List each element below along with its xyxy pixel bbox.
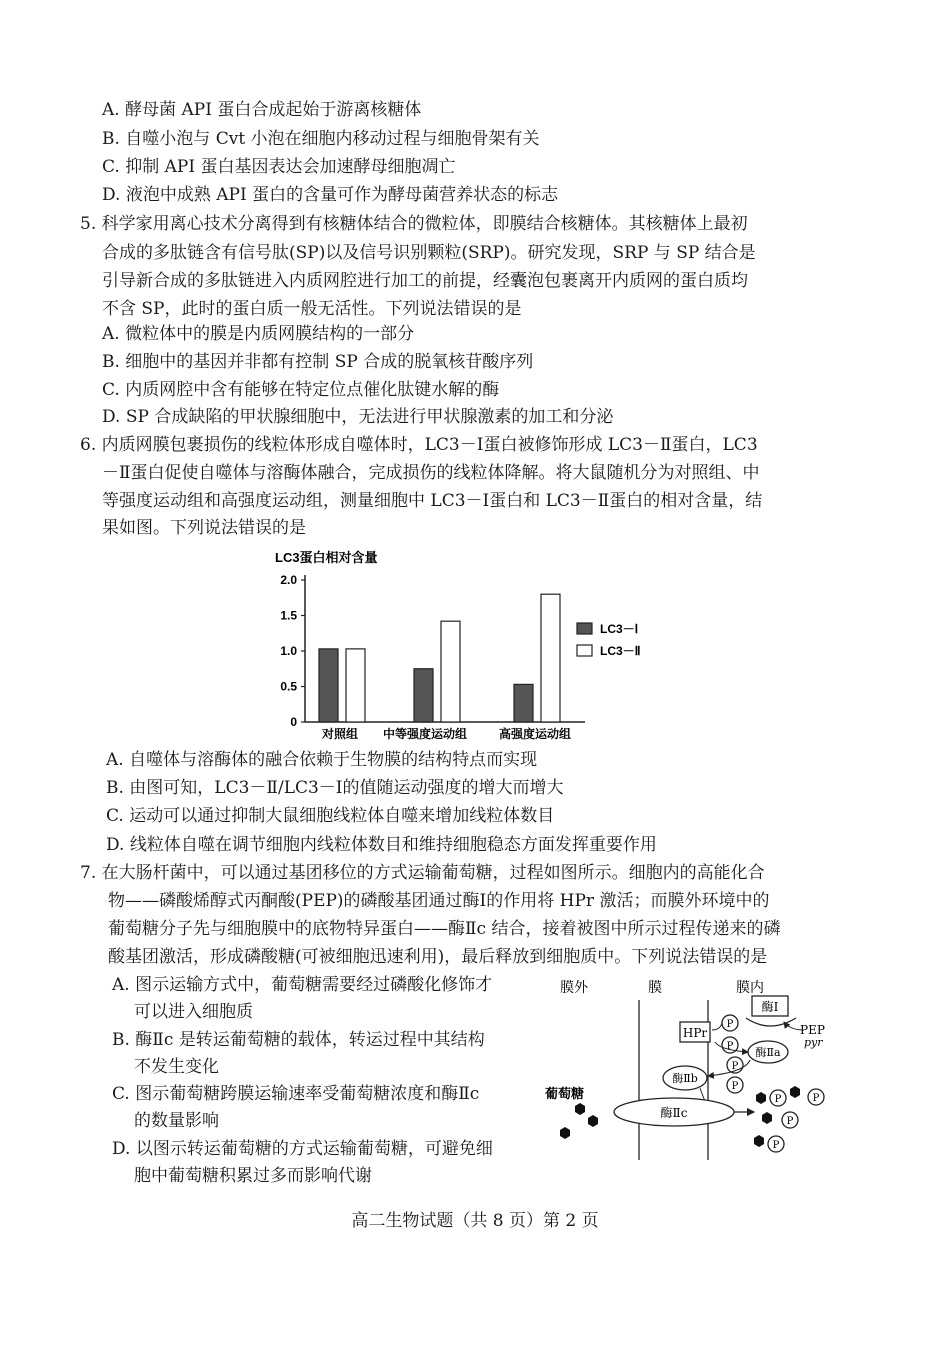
q5-option-d: D. SP 合成缺陷的甲状腺细胞中，无法进行甲状腺激素的加工和分泌 bbox=[102, 407, 614, 427]
page-footer: 高二生物试题（共 8 页）第 2 页 bbox=[351, 1211, 599, 1231]
q7-option-b-line-1: B. 酶Ⅱc 是转运葡萄糖的载体，转运过程中其结构 bbox=[112, 1030, 485, 1050]
y-tick-label: 0 bbox=[290, 715, 297, 729]
q6-option-c: C. 运动可以通过抑制大鼠细胞线粒体自噬来增加线粒体数目 bbox=[106, 806, 555, 826]
glucose-label: 葡萄糖 bbox=[545, 1087, 585, 1102]
q6-stem-line-2: －Ⅱ蛋白促使自噬体与溶酶体融合，完成损伤的线粒体降解。将大鼠随机分为对照组、中 bbox=[102, 463, 760, 483]
glucose-hexagon-2 bbox=[588, 1115, 598, 1127]
y-tick-label: 0.5 bbox=[280, 679, 297, 694]
legend-swatch bbox=[577, 623, 592, 634]
glucose-transport-diagram bbox=[540, 972, 840, 1167]
label-membrane: 膜 bbox=[648, 980, 662, 996]
legend-label: LC3－Ⅱ bbox=[600, 644, 641, 658]
q6-option-a: A. 自噬体与溶酶体的融合依赖于生物膜的结构特点而实现 bbox=[106, 750, 538, 770]
bar-lc3-ii bbox=[441, 621, 460, 722]
q5-stem-line-3: 引导新合成的多肽链进入内质网腔进行加工的前提，经囊泡包裹离开内质网的蛋白质均 bbox=[102, 271, 748, 291]
hpr-label: HPr bbox=[682, 1026, 708, 1040]
phosphate-label-2: P bbox=[726, 1041, 734, 1052]
q6-option-d: D. 线粒体自噬在调节细胞内线粒体数目和维持细胞稳态方面发挥重要作用 bbox=[106, 835, 657, 855]
phospho-glucose-hexagon-2 bbox=[790, 1086, 800, 1098]
bar-lc3-ii bbox=[541, 594, 560, 722]
bar-lc3-i bbox=[319, 649, 338, 722]
transfer-arrow-1 bbox=[712, 1023, 722, 1030]
phospho-glucose-p-label-3: P bbox=[786, 1116, 794, 1127]
y-tick-label: 1.0 bbox=[280, 644, 297, 658]
enzyme1-label: 酶Ⅰ bbox=[761, 1000, 779, 1014]
x-tick-label: 高强度运动组 bbox=[498, 727, 572, 741]
pep-label: PEP bbox=[800, 1023, 825, 1037]
q6-stem-line-3: 等强度运动组和高强度运动组，测量细胞中 LC3－Ⅰ蛋白和 LC3－Ⅱ蛋白的相对含量，结 bbox=[102, 491, 763, 511]
q7-option-c-line-2: 的数量影响 bbox=[134, 1111, 219, 1131]
bar-lc3-i bbox=[414, 669, 433, 722]
q5-option-c: C. 内质网腔中含有能够在特定位点催化肽键水解的酶 bbox=[102, 380, 500, 400]
enzyme1-arc bbox=[746, 1018, 796, 1026]
phosphate-label-4: P bbox=[731, 1081, 739, 1092]
phospho-glucose-hexagon-1 bbox=[756, 1092, 766, 1104]
bar-lc3-i bbox=[514, 684, 533, 722]
q6-stem-line-1: 6. 内质网膜包裹损伤的线粒体形成自噬体时，LC3－Ⅰ蛋白被修饰形成 LC3－Ⅱ蛋白，LC3 bbox=[80, 435, 758, 455]
glucose-hexagon-1 bbox=[575, 1103, 585, 1115]
q7-option-a-line-2: 可以进入细胞质 bbox=[134, 1002, 253, 1022]
glucose-hexagon-3 bbox=[560, 1127, 570, 1139]
bar-lc3-ii bbox=[346, 649, 365, 722]
q7-option-b-line-2: 不发生变化 bbox=[134, 1057, 219, 1077]
q7-option-a-line-1: A. 图示运输方式中，葡萄糖需要经过磷酸化修饰才 bbox=[112, 975, 493, 995]
enzyme2b-label: 酶Ⅱb bbox=[672, 1072, 698, 1085]
q6-option-b: B. 由图可知，LC3－Ⅱ/LC3－Ⅰ的值随运动强度的增大而增大 bbox=[106, 778, 564, 798]
phosphate-label-1: P bbox=[726, 1019, 734, 1030]
y-tick-label: 1.5 bbox=[280, 608, 297, 623]
q7-stem-line-2: 物——磷酸烯醇式丙酮酸(PEP)的磷酸基团通过酶Ⅰ的作用将 HPr 激活；而膜外环境中的 bbox=[108, 891, 770, 911]
legend-swatch bbox=[577, 645, 592, 656]
legend-label: LC3－Ⅰ bbox=[600, 622, 639, 636]
q5-stem-line-2: 合成的多肽链含有信号肽(SP)以及信号识别颗粒(SRP)。研究发现，SRP 与 SP 结合是 bbox=[102, 243, 756, 263]
q7-option-d-line-1: D. 以图示转运葡萄糖的方式运输葡萄糖，可避免细 bbox=[112, 1139, 493, 1159]
enzyme2c-label: 酶Ⅱc bbox=[660, 1106, 688, 1120]
q5-stem-line-4: 不含 SP，此时的蛋白质一般无活性。下列说法错误的是 bbox=[102, 299, 522, 319]
phosphate-label-3: P bbox=[731, 1061, 739, 1072]
phospho-glucose-p-label-1: P bbox=[774, 1094, 782, 1105]
phospho-glucose-p-label-2: P bbox=[812, 1093, 820, 1104]
q7-stem-line-1: 7. 在大肠杆菌中，可以通过基团移位的方式运输葡萄糖，过程如图所示。细胞内的高能化合 bbox=[80, 863, 765, 883]
label-outside: 膜外 bbox=[560, 980, 588, 996]
label-inside: 膜内 bbox=[736, 980, 764, 996]
phospho-glucose-p-label-4: P bbox=[772, 1140, 780, 1151]
chart-title: LC3蛋白相对含量 bbox=[275, 550, 378, 565]
enzyme2a-label: 酶Ⅱa bbox=[755, 1046, 781, 1059]
phospho-glucose-group bbox=[754, 1086, 824, 1152]
q7-option-c-line-1: C. 图示葡萄糖跨膜运输速率受葡萄糖浓度和酶Ⅱc bbox=[112, 1084, 480, 1104]
q4-option-c: C. 抑制 API 蛋白基因表达会加速酵母细胞凋亡 bbox=[102, 157, 456, 177]
x-tick-label: 中等强度运动组 bbox=[382, 727, 468, 741]
x-tick-label: 对照组 bbox=[321, 727, 359, 741]
q5-option-b: B. 细胞中的基因并非都有控制 SP 合成的脱氧核苷酸序列 bbox=[102, 352, 534, 372]
pyr-label: pyr bbox=[804, 1036, 823, 1049]
y-tick-label: 2.0 bbox=[280, 573, 297, 587]
q7-stem-line-3: 葡萄糖分子先与细胞膜中的底物特异蛋白——酶Ⅱc 结合，接着被图中所示过程传递来的磷 bbox=[108, 919, 781, 939]
phospho-glucose-hexagon-3 bbox=[762, 1112, 772, 1124]
q4-option-b: B. 自噬小泡与 Cvt 小泡在细胞内移动过程与细胞骨架有关 bbox=[102, 129, 540, 149]
q7-stem-line-4: 酸基团激活，形成磷酸糖(可被细胞迅速利用)，最后释放到细胞质中。下列说法错误的是 bbox=[108, 947, 768, 967]
q6-stem-line-4: 果如图。下列说法错误的是 bbox=[102, 518, 306, 538]
q4-option-a: A. 酵母菌 API 蛋白合成起始于游离核糖体 bbox=[102, 100, 422, 120]
q5-stem-line-1: 5. 科学家用离心技术分离得到有核糖体结合的微粒体，即膜结合核糖体。其核糖体上最初 bbox=[80, 214, 748, 234]
lc3-bar-chart bbox=[255, 545, 675, 745]
q4-option-d: D. 液泡中成熟 API 蛋白的含量可作为酵母菌营养状态的标志 bbox=[102, 185, 559, 205]
phospho-glucose-hexagon-4 bbox=[754, 1135, 764, 1147]
q7-option-d-line-2: 胞中葡萄糖积累过多而影响代谢 bbox=[134, 1166, 372, 1186]
q5-option-a: A. 微粒体中的膜是内质网膜结构的一部分 bbox=[102, 324, 415, 344]
